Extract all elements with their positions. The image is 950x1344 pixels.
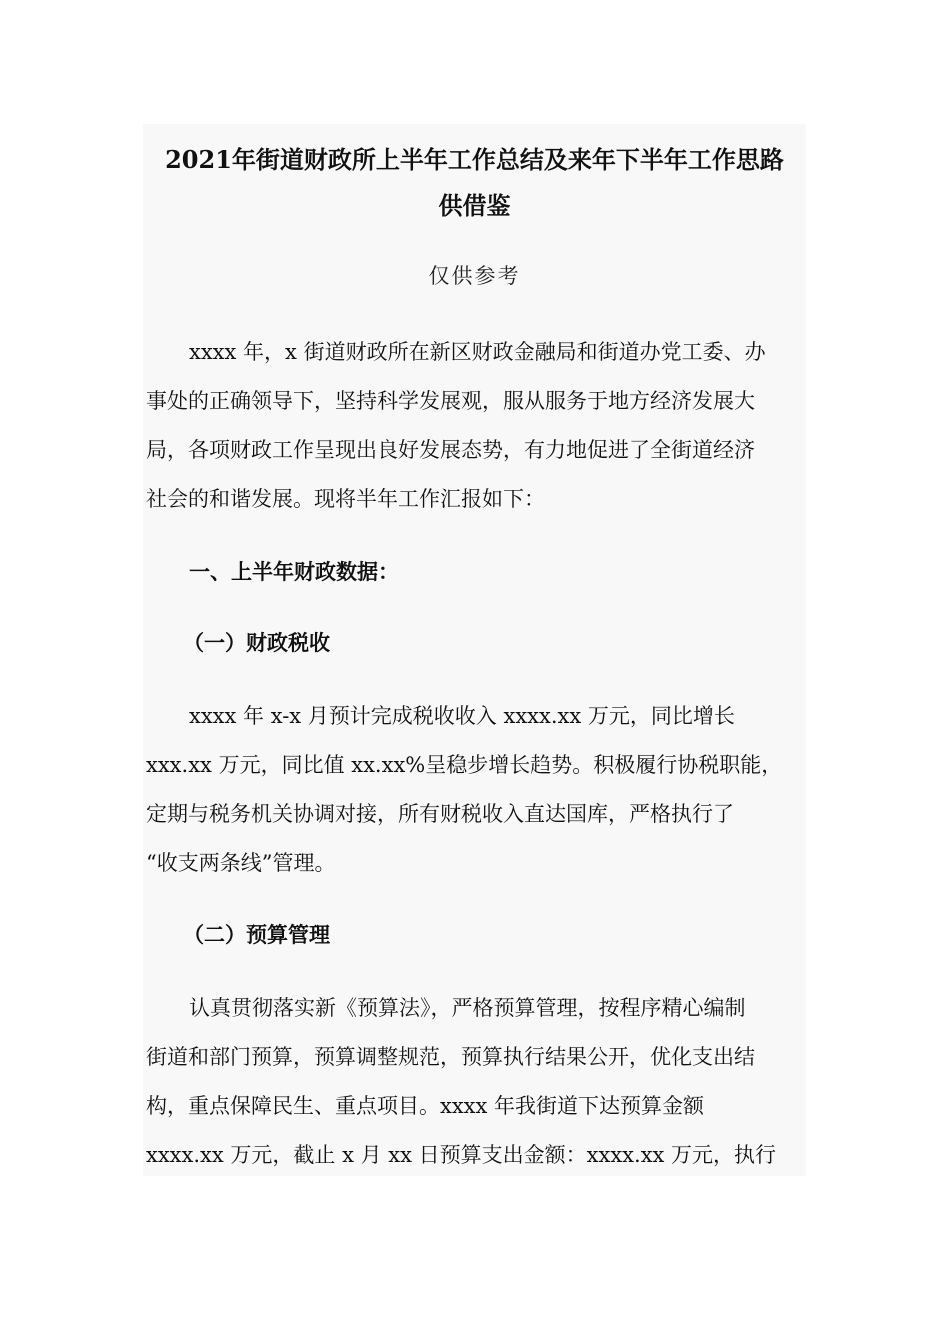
- sub2-line-1: 认真贯彻落实新《预算法》，严格预算管理，按程序精心编制: [189, 996, 746, 1020]
- sub1-line-3: 定期与税务机关协调对接，所有财税收入直达国库，严格执行了: [146, 802, 734, 826]
- document-title-line-2: 供借鉴: [438, 191, 511, 220]
- subsection-heading-2: （二）预算管理: [183, 922, 330, 947]
- intro-line-1: xxxx 年，x 街道财政所在新区财政金融局和街道办党工委、办: [189, 340, 766, 364]
- document-title-line-1: 2021年街道财政所上半年工作总结及来年下半年工作思路: [165, 145, 784, 174]
- subsection-heading-1: （一）财政税收: [183, 630, 330, 655]
- document-subtitle: 仅供参考: [428, 264, 521, 288]
- intro-line-3: 局，各项财政工作呈现出良好发展态势，有力地促进了全街道经济: [146, 438, 755, 462]
- section-heading-1: 一、上半年财政数据：: [189, 559, 399, 584]
- sub2-line-2: 街道和部门预算，预算调整规范，预算执行结果公开，优化支出结: [146, 1045, 755, 1069]
- document-page: [143, 124, 806, 1176]
- intro-line-2: 事处的正确领导下，坚持科学发展观，服从服务于地方经济发展大: [146, 389, 755, 413]
- intro-line-4: 社会的和谐发展。现将半年工作汇报如下：: [146, 487, 545, 511]
- sub1-line-2: xxx.xx 万元，同比值 xx.xx%呈稳步增长趋势。积极履行协税职能，: [146, 753, 783, 777]
- sub2-line-3: 构，重点保障民生、重点项目。xxxx 年我街道下达预算金额: [146, 1094, 705, 1118]
- sub1-line-1: xxxx 年 x-x 月预计完成税收收入 xxxx.xx 万元，同比增长: [189, 704, 735, 728]
- sub1-line-4: “收支两条线”管理。: [146, 851, 336, 875]
- sub2-line-4: xxxx.xx 万元，截止 x 月 xx 日预算支出金额：xxxx.xx 万元，执行: [146, 1143, 777, 1167]
